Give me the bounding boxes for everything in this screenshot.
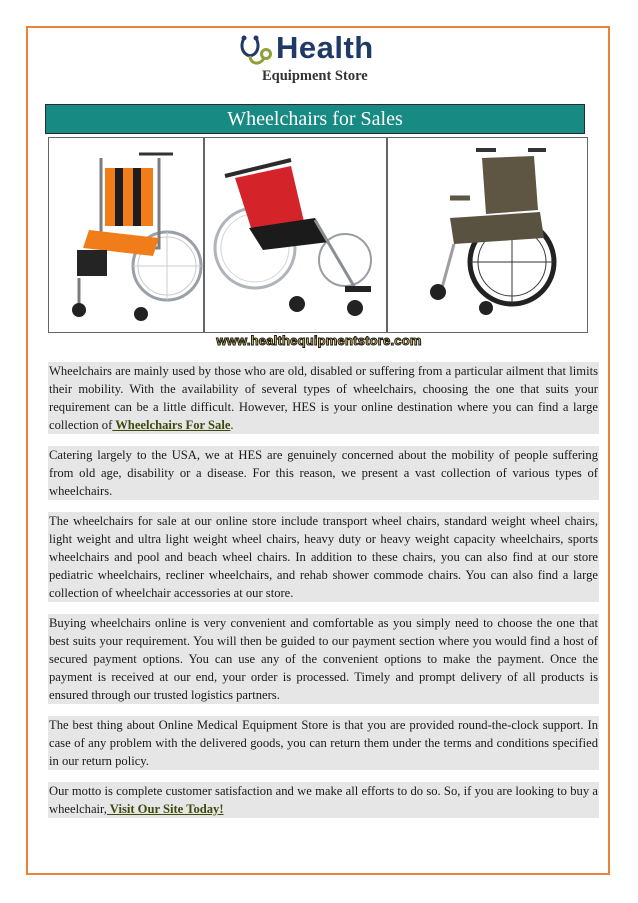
- logo-subtitle: Equipment Store: [262, 68, 368, 84]
- website-url-link[interactable]: www.healthequipmentstore.com: [216, 333, 422, 348]
- bronze-wheelchair-image: [388, 138, 587, 332]
- paragraph-buying: Buying wheelchairs online is very convenient and comfortable as you simply need to choose the one that best suits your requirement. You will then be guided to our payment section where you would find a host of secured payment options. You can use any of the convenient options to make the payment. Once the payment is received at our end, your order is processed. Timely and prompt delivery of all products is ensured through our trusted logistics partners.: [49, 616, 598, 702]
- photo-bronze-wheelchair: [387, 137, 588, 333]
- page-title-banner: Wheelchairs for Sales: [45, 104, 585, 134]
- paragraph-support: The best thing about Online Medical Equipment Store is that you are provided round-the-clock support. In case of any problem with the delivered goods, you can return them under the terms and conditions specified in our return policy.: [49, 718, 598, 768]
- paragraph-text: Our motto is complete customer satisfaction and we make all efforts to do so. So, if you are looking to buy a wheelchair,: [49, 784, 598, 816]
- photo-orange-wheelchair: [48, 137, 204, 333]
- logo-brand-text: Health: [276, 30, 374, 65]
- paragraph-intro: [48, 362, 599, 434]
- stethoscope-icon: [238, 34, 274, 68]
- brand-logo[interactable]: [236, 30, 406, 86]
- article-body: [48, 362, 599, 830]
- paragraph-text: Wheelchairs are mainly used by those who are old, disabled or suffering from a particular ailment that limits their mobility. With the availability of several types of wheelchairs, choosing the one that suits your requirement can be a little difficult. However, HES is your online destination where you can find a large collection of: [49, 364, 598, 432]
- red-wheelchair-image: [205, 138, 386, 332]
- orange-wheelchair-image: [49, 138, 203, 332]
- paragraph-end: .: [230, 418, 234, 432]
- product-photo-strip: [48, 137, 588, 333]
- wheelchairs-for-sale-link[interactable]: Wheelchairs For Sale: [112, 418, 231, 432]
- paragraph-usa: Catering largely to the USA, we at HES are genuinely concerned about the mobility of people suffering from old age, disability or a disease. For this reason, we present a vast collection of various types of wheelchairs.: [49, 448, 598, 498]
- visit-site-link[interactable]: Visit Our Site Today!: [106, 802, 224, 816]
- photo-red-wheelchair: [204, 137, 387, 333]
- paragraph-types: The wheelchairs for sale at our online store include transport wheel chairs, standard weight wheel chairs, light weight and ultra light weight wheel chairs, heavy duty or heavy weight capacity wheelchairs, sports wheelchairs and pool and beach wheel chairs. In addition to these chairs, you can also find at our store pediatric wheelchairs, recliner wheelchairs, and rehab shower commode chairs. You can also find a large collection of wheelchair accessories at our store.: [49, 514, 598, 600]
- paragraph-motto: [48, 782, 599, 818]
